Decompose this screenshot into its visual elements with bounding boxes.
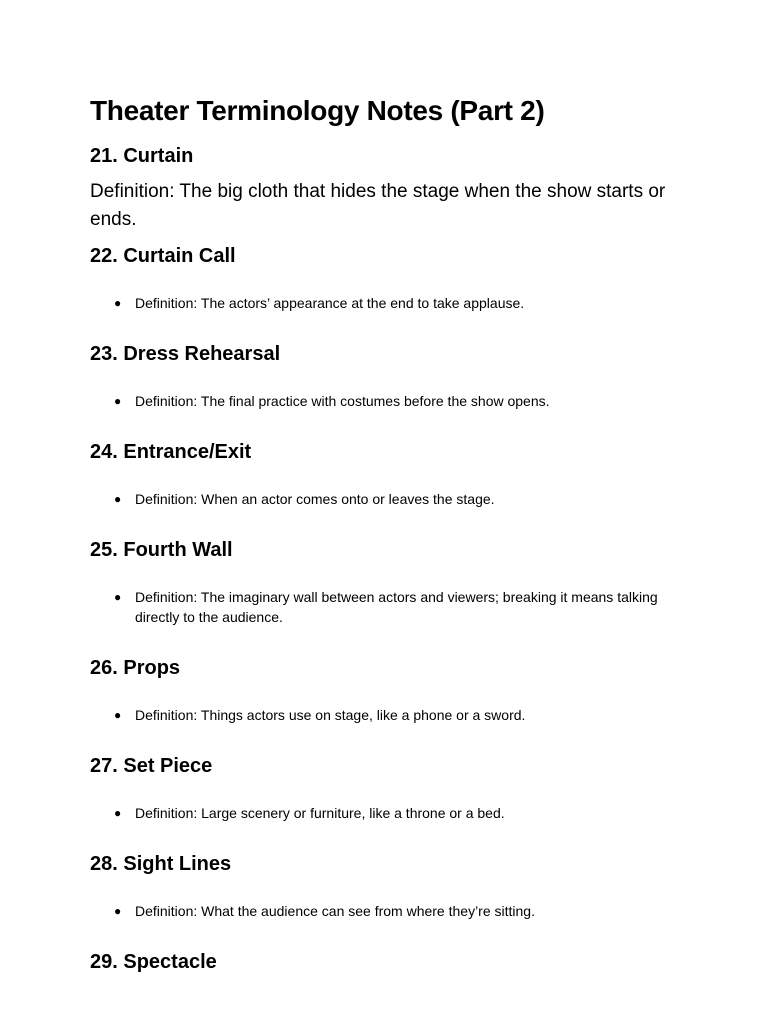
definition-list bbox=[90, 803, 680, 823]
term-21 bbox=[90, 140, 680, 234]
list-item bbox=[90, 587, 680, 627]
term-definition: Definition: The big cloth that hides the stage when the show starts or ends. bbox=[90, 181, 666, 230]
definition-list bbox=[90, 901, 680, 921]
list-item bbox=[90, 803, 680, 823]
term-26 bbox=[90, 652, 680, 725]
term-definition: Definition: When an actor comes onto or leaves the stage. bbox=[135, 491, 495, 507]
term-heading: 29. Spectacle bbox=[90, 951, 217, 973]
definition-list bbox=[90, 489, 680, 509]
term-definition: Definition: The actors’ appearance at the end to take applause. bbox=[135, 295, 525, 311]
term-definition: Definition: The imaginary wall between actors and viewers; breaking it means talking directly to the audience. bbox=[135, 589, 658, 625]
list-item bbox=[90, 293, 680, 313]
bullet-icon: ● bbox=[114, 492, 122, 506]
term-24 bbox=[90, 436, 680, 509]
definition-list bbox=[90, 705, 680, 725]
document-page bbox=[90, 90, 680, 978]
list-item bbox=[90, 391, 680, 411]
term-definition: Definition: The final practice with costumes before the show opens. bbox=[135, 393, 550, 409]
bullet-icon: ● bbox=[114, 590, 122, 604]
term-27 bbox=[90, 750, 680, 823]
term-22 bbox=[90, 240, 680, 313]
bullet-icon: ● bbox=[114, 296, 122, 310]
definition-list bbox=[90, 587, 680, 627]
bullet-icon: ● bbox=[114, 394, 122, 408]
term-25 bbox=[90, 534, 680, 627]
term-28 bbox=[90, 848, 680, 921]
term-heading: 22. Curtain Call bbox=[90, 245, 236, 267]
document-title: Theater Terminology Notes (Part 2) bbox=[90, 95, 545, 126]
term-definition: Definition: What the audience can see from where they’re sitting. bbox=[135, 903, 535, 919]
bullet-icon: ● bbox=[114, 708, 122, 722]
definition-list bbox=[90, 391, 680, 411]
list-item bbox=[90, 489, 680, 509]
list-item bbox=[90, 901, 680, 921]
term-definition: Definition: Things actors use on stage, like a phone or a sword. bbox=[135, 707, 526, 723]
term-heading: 28. Sight Lines bbox=[90, 853, 232, 875]
term-heading: 23. Dress Rehearsal bbox=[90, 343, 281, 365]
term-heading: 26. Props bbox=[90, 657, 181, 679]
term-23 bbox=[90, 338, 680, 411]
term-heading: 24. Entrance/Exit bbox=[90, 441, 252, 463]
list-item bbox=[90, 705, 680, 725]
definition-list bbox=[90, 293, 680, 313]
term-heading: 25. Fourth Wall bbox=[90, 539, 233, 561]
term-heading: 21. Curtain bbox=[90, 145, 194, 167]
term-29 bbox=[90, 946, 680, 978]
bullet-icon: ● bbox=[114, 806, 122, 820]
term-heading: 27. Set Piece bbox=[90, 755, 213, 777]
bullet-icon: ● bbox=[114, 904, 122, 918]
term-definition: Definition: Large scenery or furniture, like a throne or a bed. bbox=[135, 805, 505, 821]
